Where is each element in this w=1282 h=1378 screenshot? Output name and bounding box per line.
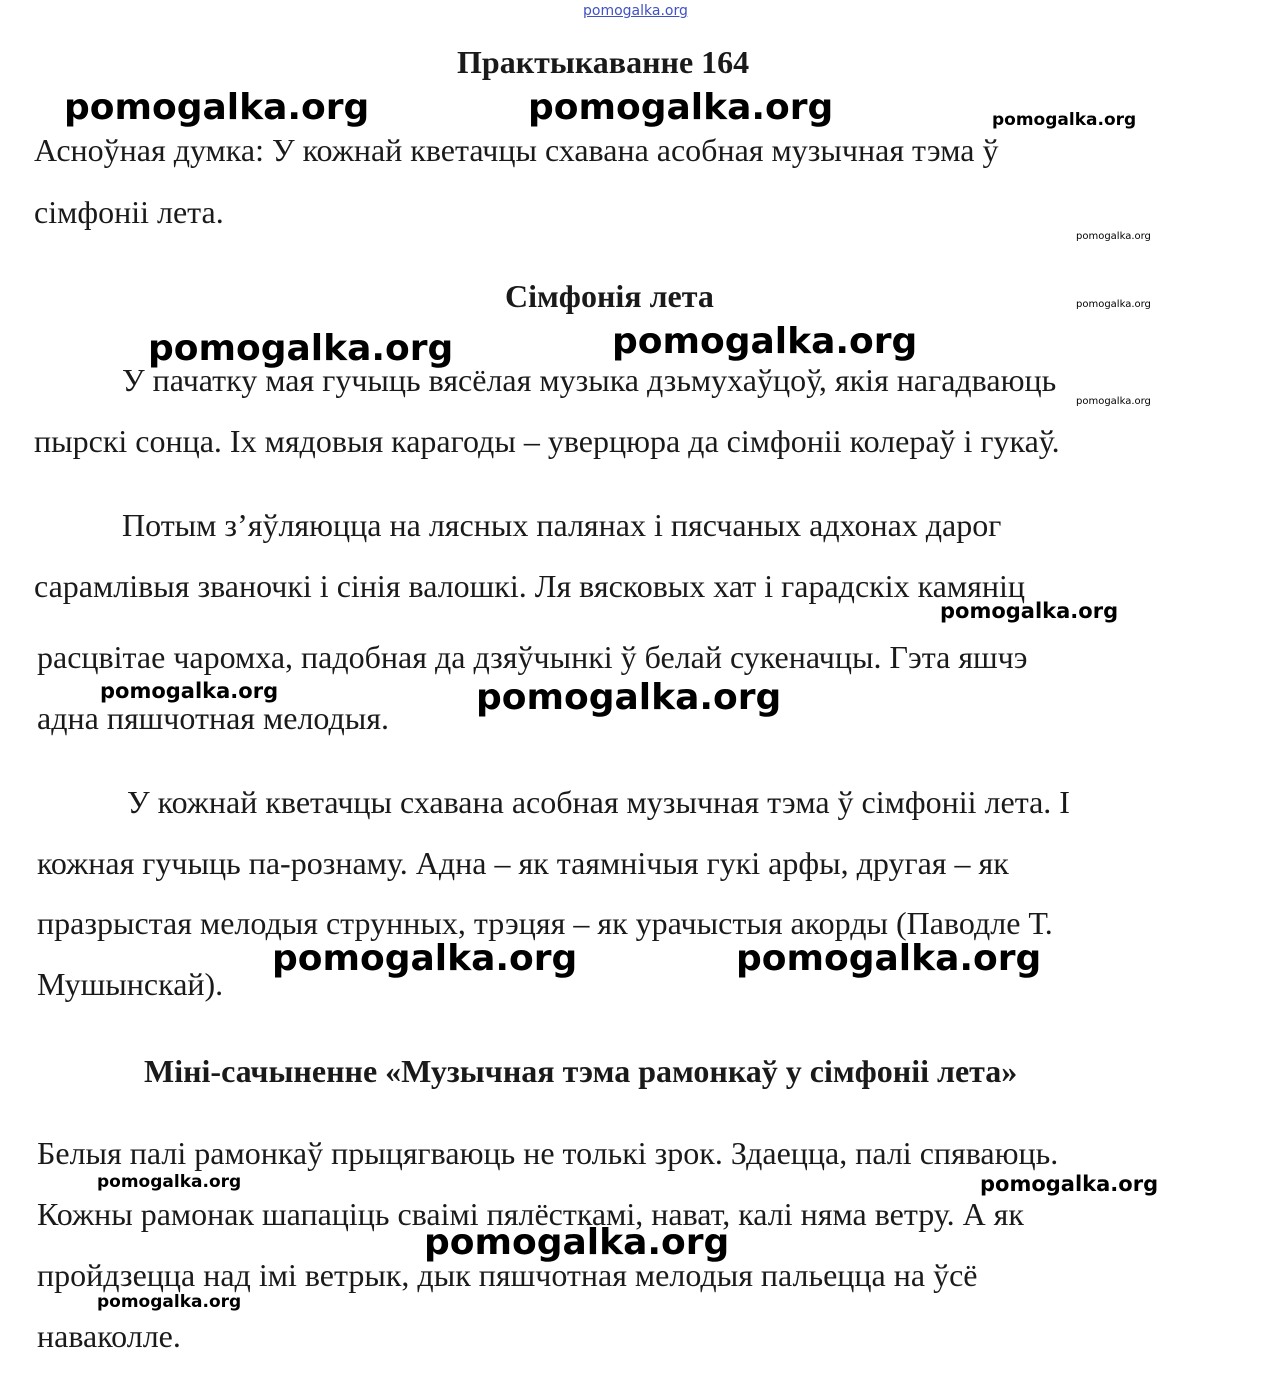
watermark: pomogalka.org xyxy=(272,938,578,979)
text-line: Мушынскай). xyxy=(37,966,224,1002)
page-title: Практыкаванне 164 xyxy=(457,44,750,80)
intro-line: сімфоніі лета. xyxy=(34,194,224,230)
text-line: расцвітае чаромха, падобная да дзяўчынкі ў белай сукеначцы. Гэта яшчэ xyxy=(37,639,1028,675)
watermark: pomogalka.org xyxy=(476,677,782,718)
essay-line: Кожны рамонак шапаціць сваімі пялёсткамі, нават, калі няма ветру. А як xyxy=(37,1196,1024,1232)
watermark: pomogalka.org xyxy=(100,679,279,703)
watermark: pomogalka.org xyxy=(980,1172,1159,1196)
watermark: pomogalka.org xyxy=(612,321,918,362)
watermark: pomogalka.org xyxy=(940,599,1119,623)
watermark: pomogalka.org xyxy=(1076,299,1151,310)
text-line: У кожнай кветачцы схавана асобная музычная тэма ў сімфоніі лета. І xyxy=(127,784,1070,820)
watermark: pomogalka.org xyxy=(97,1292,242,1312)
watermark: pomogalka.org xyxy=(1076,231,1151,242)
essay-line: пройдзецца над імі ветрык, дык пяшчотная мелодыя пальецца на ўсё xyxy=(37,1257,978,1293)
watermark: pomogalka.org xyxy=(1076,396,1151,407)
watermark: pomogalka.org xyxy=(148,328,454,369)
text-title: Сімфонія лета xyxy=(505,278,714,314)
watermark: pomogalka.org xyxy=(64,87,370,128)
text-line: сарамлівыя званочкі і сінія валошкі. Ля вясковых хат і гарадскіх камяніц xyxy=(34,568,1025,604)
intro-line: Асноўная думка: У кожнай кветачцы схавана асобная музычная тэма ў xyxy=(34,132,999,168)
watermark: pomogalka.org xyxy=(424,1222,730,1263)
site-link[interactable]: pomogalka.org xyxy=(583,3,688,19)
watermark: pomogalka.org xyxy=(97,1172,242,1192)
essay-line: Белыя палі рамонкаў прыцягваюць не толькі зрок. Здаецца, палі спяваюць. xyxy=(37,1135,1059,1171)
essay-title: Міні-сачыненне «Музычная тэма рамонкаў у сімфоніі лета» xyxy=(144,1053,1018,1089)
text-line: кожная гучыць па-рознаму. Адна – як таямнічыя гукі арфы, другая – як xyxy=(37,845,1009,881)
essay-line: наваколле. xyxy=(37,1318,181,1354)
watermark: pomogalka.org xyxy=(736,938,1042,979)
text-line: пырскі сонца. Іх мядовыя карагоды – уверцюра да сімфоніі колераў і гукаў. xyxy=(34,423,1060,459)
watermark: pomogalka.org xyxy=(992,110,1137,130)
text-line: У пачатку мая гучыць вясёлая музыка дзьмухаўцоў, якія нагадваюць xyxy=(122,362,1057,398)
text-line: празрыстая мелодыя струнных, трэцяя – як урачыстыя акорды (Паводле Т. xyxy=(37,905,1053,941)
text-line: Потым з’яўляюцца на лясных палянах і пясчаных адхонах дарог xyxy=(122,507,1002,543)
text-line: адна пяшчотная мелодыя. xyxy=(37,700,389,736)
watermark: pomogalka.org xyxy=(528,87,834,128)
